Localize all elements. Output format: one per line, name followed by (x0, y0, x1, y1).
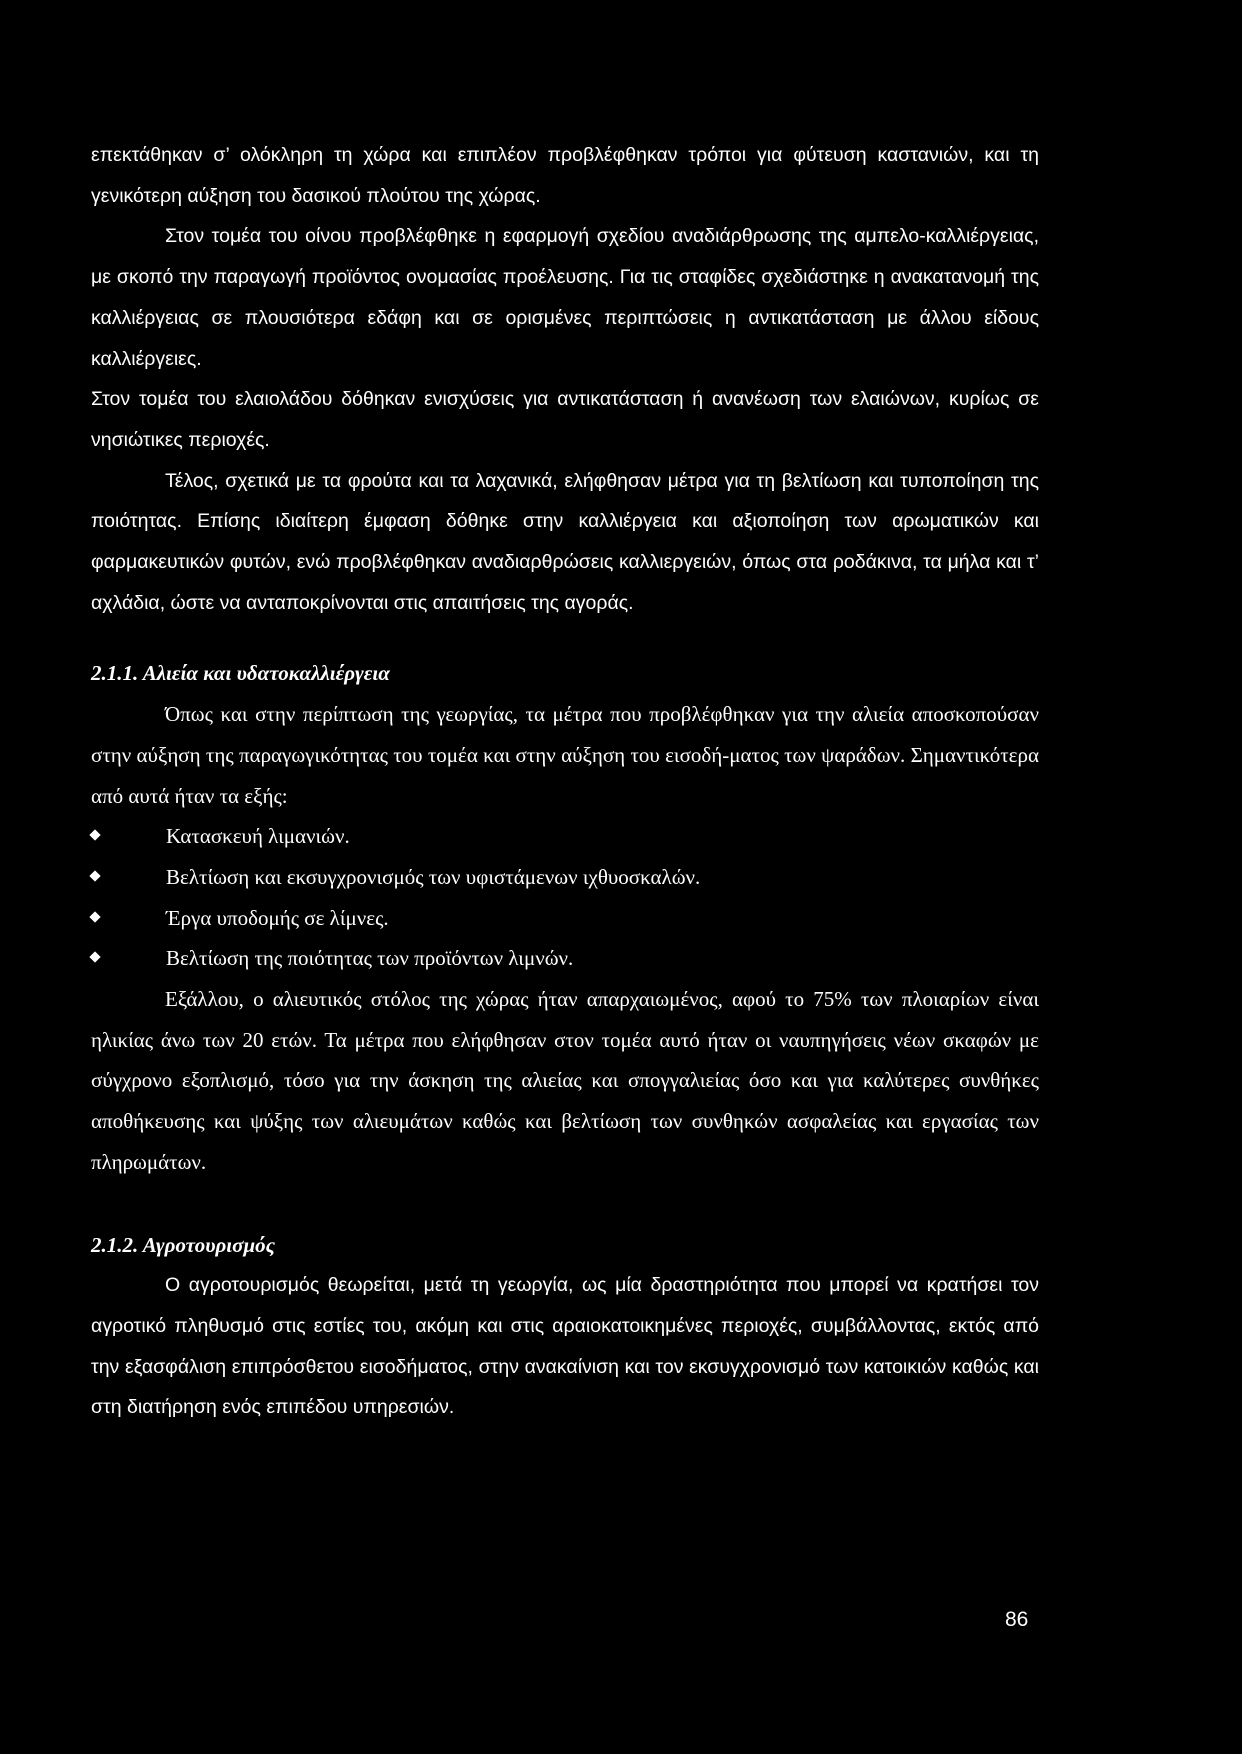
bullet-diamond-icon (89, 830, 100, 841)
bullet-diamond-icon (89, 870, 100, 881)
section-heading-agrotourism: 2.1.2. Αγροτουρισμός (91, 1232, 276, 1257)
list-item (91, 857, 1039, 898)
list-item-text: Βελτίωση της ποιότητας των προϊόντων λιμνών. (166, 946, 574, 971)
list-item (91, 938, 1039, 979)
paragraph-fishing-intro: Όπως και στην περίπτωση της γεωργίας, τα μέτρα που προβλέφθηκαν για την αλιεία αποσκοπούσαν στην αύξηση της παραγωγικότητας του τομέα και στην αύξηση του εισοδή-ματος των ψαράδων. Σημαντικότερα από αυτά ήταν τα εξής: (91, 702, 1039, 808)
section-heading-fishing: 2.1.1. Αλιεία και υδατοκαλλιέργεια (91, 661, 390, 686)
list-item (91, 816, 1039, 857)
paragraph-fishing-fleet: Εξάλλου, ο αλιευτικός στόλος της χώρας ήταν απαρχαιωμένος, αφού το 75% των πλοιαρίων είναι ηλικίας άνω των 20 ετών. Τα μέτρα που ελήφθησαν στον τομέα αυτό ήταν οι ναυπηγήσεις νέων σκαφών με σύγχρονο εξοπλισμό, τόσο για την άσκηση της αλιείας και σπογγαλιείας όσο και για καλύτερες συνθήκες αποθήκευσης και ψύξης των αλιευμάτων καθώς και βελτίωση των συνθηκών ασφαλείας και εργασίας των πληρωμάτων. (91, 987, 1039, 1174)
bullet-list (91, 816, 1039, 979)
paragraph-olive-oil: Στον τομέα του ελαιολάδου δόθηκαν ενισχύσεις για αντικατάσταση ή ανανέωση των ελαιώνων, κυρίως σε νησιώτικες περιοχές. (91, 388, 1039, 451)
bullet-diamond-icon (89, 911, 100, 922)
list-item (91, 898, 1039, 939)
list-item-text: Βελτίωση και εκσυγχρονισμός των υφιστάμενων ιχθυοσκαλών. (166, 864, 701, 889)
list-item-text: Κατασκευή λιμανιών. (166, 824, 350, 849)
paragraph-wine: Στον τομέα του οίνου προβλέφθηκε η εφαρμογή σχεδίου αναδιάρθρωσης της αμπελο-καλλιέργειας, με σκοπό την παραγωγή προϊόντος ονομασίας προέλευσης. Για τις σταφίδες σχεδιάστηκε η ανακατανομή της καλλιέργειας σε πλουσιότερα εδάφη και σε ορισμένες περιπτώσεις η αντικατάσταση με άλλου είδους καλλιέργειες. (91, 225, 1039, 370)
document-page (91, 135, 1039, 1428)
page-number: 86 (1005, 1608, 1029, 1631)
paragraph-forestry: επεκτάθηκαν σ’ ολόκληρη τη χώρα και επιπλέον προβλέφθηκαν τρόποι για φύτευση καστανιών, και τη γενικότερη αύξηση του δασικού πλούτου της χώρας. (91, 144, 1039, 207)
paragraph-fruits-vegetables: Τέλος, σχετικά με τα φρούτα και τα λαχανικά, ελήφθησαν μέτρα για τη βελτίωση και τυποποίηση της ποιότητας. Επίσης ιδιαίτερη έμφαση δόθηκε στην καλλιέργεια και αξιοποίηση των αρωματικών και φαρμακευτικών φυτών, ενώ προβλέφθηκαν αναδιαρθρώσεις καλλιεργειών, όπως στα ροδάκινα, τα μήλα και τ’ αχλάδια, ώστε να ανταποκρίνονται στις απαιτήσεις της αγοράς. (91, 469, 1039, 614)
paragraph-agrotourism: Ο αγροτουρισμός θεωρείται, μετά τη γεωργία, ως μία δραστηριότητα που μπορεί να κρατήσει τον αγροτικό πληθυσμό στις εστίες του, ακόμη και στις αραιοκατοικημένες περιοχές, συμβάλλοντας, εκτός από την εξασφάλιση επιπρόσθετου εισοδήματος, στην ανακαίνιση και τον εκσυγχρονισμό των κατοικιών καθώς και στη διατήρηση ενός επιπέδου υπηρεσιών. (91, 1274, 1039, 1419)
list-item-text: Έργα υποδομής σε λίμνες. (166, 905, 389, 930)
bullet-diamond-icon (89, 952, 100, 963)
